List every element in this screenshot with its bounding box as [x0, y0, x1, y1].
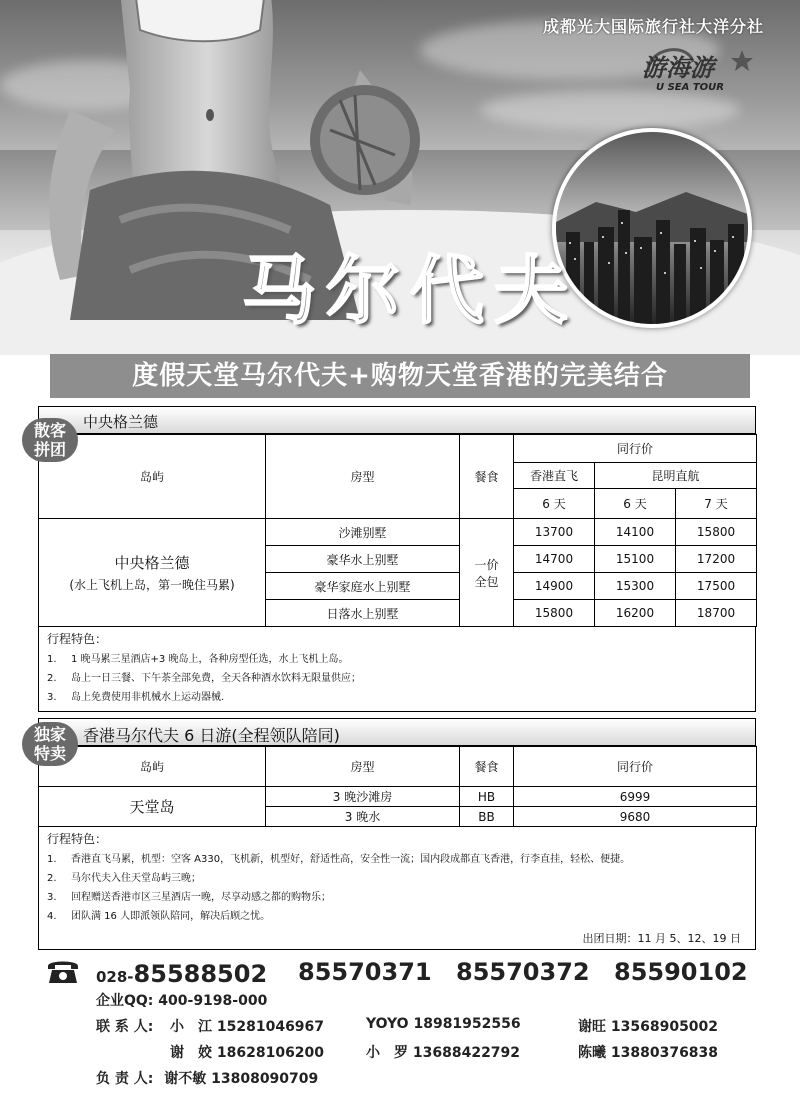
price: 14700: [514, 546, 595, 573]
island-note: (水上飞机上岛，第一晚住马累): [69, 578, 235, 592]
header-7-days: 7 天: [676, 489, 757, 519]
island-name: 天堂岛: [39, 787, 266, 827]
features-title: 行程特色：: [47, 832, 108, 846]
list-item: 2. 岛上一日三餐、下午茶全部免费，全天各种酒水饮料无限量供应；: [47, 673, 361, 684]
header-room: 房型: [266, 747, 460, 787]
contact-person: 谢旺 13568905002: [578, 1019, 719, 1035]
contact-person: 小 罗 13688422792: [366, 1045, 521, 1061]
contact-label: 联 系 人:: [96, 1019, 154, 1035]
hero-banner: [0, 0, 800, 355]
phone-number: 85588502: [133, 960, 268, 988]
slogan-banner: 度假天堂马尔代夫+购物天堂香港的完美结合: [50, 354, 750, 398]
manager-contact: 谢不敏 13808090709: [164, 1071, 319, 1087]
meal-cell: 一价 全包: [460, 519, 514, 627]
room-type: 豪华水上别墅: [266, 546, 460, 573]
section2-title-bar: [38, 718, 756, 746]
telephone-icon: [46, 958, 80, 984]
meal: BB: [460, 807, 514, 827]
section1-title: 中央格兰德: [83, 413, 159, 431]
main-title: 马尔代夫: [242, 248, 578, 334]
price: 15100: [595, 546, 676, 573]
contact-person: 陈曦 13880376838: [578, 1045, 719, 1061]
price: 18700: [676, 600, 757, 627]
section2-features: [38, 826, 756, 950]
group-tour-badge: 散客 拼团: [22, 418, 78, 462]
table-row: [39, 519, 757, 546]
header-island: 岛屿: [39, 435, 266, 519]
header-hk-direct: 香港直飞: [514, 463, 595, 489]
room-type: 日落水上别墅: [266, 600, 460, 627]
header-room: 房型: [266, 435, 460, 519]
room-type: 沙滩别墅: [266, 519, 460, 546]
section1-title-bar: [38, 406, 756, 434]
exclusive-sale-badge: 独家 特卖: [22, 722, 78, 766]
contact-person: 小 江 15281046967: [170, 1019, 325, 1035]
u-sea-tour-logo: 游海游 U SEA TOUR: [638, 42, 758, 102]
list-item: 1. 香港直飞马累，机型：空客 A330，飞机新，机型好，舒适性高，安全性一流；国内段成都直飞香港，行李直挂，轻松、便捷。: [47, 854, 631, 865]
header-km-direct: 昆明直航: [595, 463, 757, 489]
list-item: 4. 团队满 16 人即派领队陪同，解决后顾之忧。: [47, 911, 271, 922]
price: 17200: [676, 546, 757, 573]
price: 14900: [514, 573, 595, 600]
header-6-days: 6 天: [514, 489, 595, 519]
departure-dates: 出团日期：11 月 5、12、19 日: [582, 932, 741, 945]
manager-row: 负 责 人: 谢不敏 13808090709: [96, 1071, 319, 1087]
room-type: 3 晚沙滩房: [266, 787, 460, 807]
island-cell: [39, 519, 266, 627]
meal: HB: [460, 787, 514, 807]
price: 15800: [676, 519, 757, 546]
header-island: 岛屿: [39, 747, 266, 787]
island-name: 中央格兰德: [114, 554, 190, 572]
header-price: 同行价: [514, 747, 757, 787]
section1-features: [38, 626, 756, 712]
section2-price-table: [38, 746, 757, 827]
price: 14100: [595, 519, 676, 546]
section2-title: 香港马尔代夫 6 日游(全程领队陪同): [83, 726, 340, 745]
price: 16200: [595, 600, 676, 627]
header-6-days: 6 天: [595, 489, 676, 519]
list-item: 3. 回程赠送香港市区三星酒店一晚，尽享动感之都的购物乐；: [47, 892, 331, 903]
qq-row: 企业QQ: 400-9198-000: [96, 993, 268, 1009]
price: 15300: [595, 573, 676, 600]
hotline-row: 028-85588502: [96, 960, 268, 988]
table-row: [39, 787, 757, 807]
price: 6999: [514, 787, 757, 807]
price: 13700: [514, 519, 595, 546]
phone-number: 85590102: [614, 958, 748, 986]
contact-person: 谢 姣 18628106200: [170, 1045, 325, 1061]
company-name: 成都光大国际旅行社大洋分社: [542, 17, 764, 36]
price: 17500: [676, 573, 757, 600]
list-item: 1. 1 晚马累三星酒店+3 晚岛上，各种房型任选，水上飞机上岛。: [47, 654, 349, 665]
features-title: 行程特色：: [47, 632, 108, 646]
phone-number: 85570371: [298, 958, 432, 986]
qq-number: 400-9198-000: [158, 993, 268, 1009]
room-type: 3 晚水: [266, 807, 460, 827]
header-meal: 餐食: [460, 435, 514, 519]
list-item: 3. 岛上免费使用非机械水上运动器械.: [47, 692, 225, 703]
section1-price-table: [38, 434, 757, 627]
price: 9680: [514, 807, 757, 827]
contact-person: YOYO 18981952556: [366, 1016, 521, 1032]
price: 15800: [514, 600, 595, 627]
list-item: 2. 马尔代夫入住天堂岛屿三晚；: [47, 873, 201, 884]
room-type: 豪华家庭水上别墅: [266, 573, 460, 600]
phone-number: 85570372: [456, 958, 590, 986]
header-meal: 餐食: [460, 747, 514, 787]
header-price: 同行价: [514, 435, 757, 463]
